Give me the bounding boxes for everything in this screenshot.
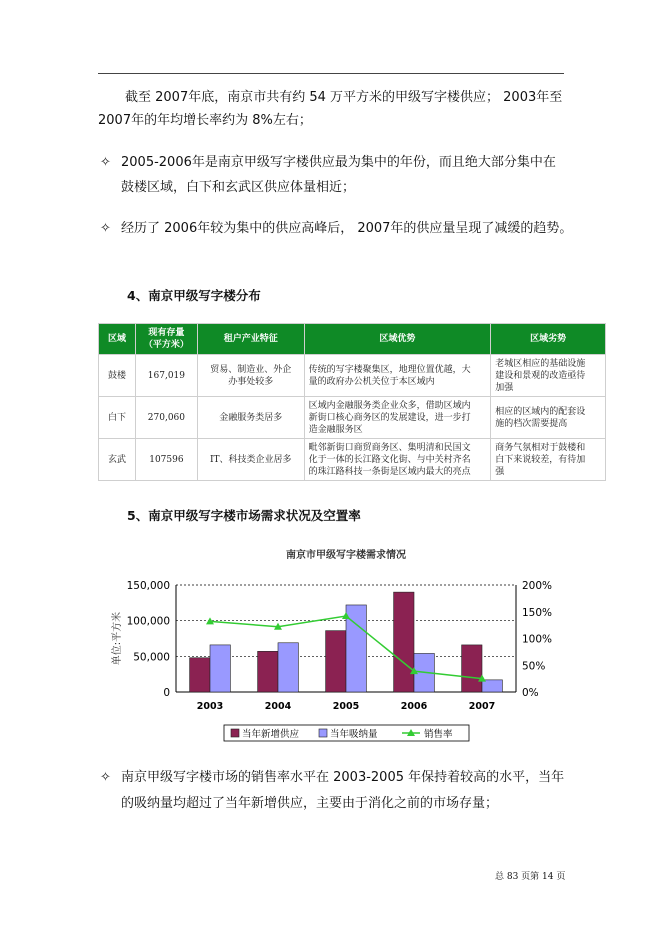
section-4-title: 4、南京甲级写字楼分布 (127, 288, 261, 303)
demand-chart (98, 545, 564, 745)
x-tick-label: 2006 (400, 701, 428, 712)
intro-line-1: 截至 2007年底，南京市共有约 54 万平方米的甲级写字楼供应； 2003年至 (125, 90, 563, 105)
bullet-icon: ✧ (100, 155, 111, 170)
table-cell: 毗邻新街口商贸商务区、集明清和民国文 化于一体的长江路文化街、与中关村齐名 的珠江路科技一条街是区域内最大的亮点 (304, 439, 491, 481)
x-tick-label: 2004 (264, 701, 292, 712)
bullet-icon: ✧ (100, 770, 111, 785)
y-tick-label: 100,000 (126, 615, 170, 628)
legend-label: 当年吸纳量 (330, 729, 378, 740)
y-tick-label: 0 (163, 687, 170, 699)
table-header-cell: 区域优势 (304, 324, 491, 355)
legend-label: 当年新增供应 (242, 729, 300, 740)
legend-label: 销售率 (424, 729, 453, 740)
legend-swatch (231, 729, 239, 737)
bar-new-supply (462, 645, 482, 692)
bullet-3-line-2: 的吸纳量均超过了当年新增供应，主要由于消化之前的市场存量； (121, 796, 499, 811)
intro-line-2: 2007年的年均增长率约为 8%左右； (98, 113, 312, 128)
y-axis-label: 单位:平方米 (112, 611, 123, 666)
bullet-1-line-2: 鼓楼区域，白下和玄武区供应体量相近； (121, 180, 356, 195)
bar-new-supply (326, 631, 346, 692)
x-tick-label: 2003 (196, 701, 224, 712)
table-row (99, 439, 606, 481)
bar-absorption (210, 645, 230, 692)
y2-tick-label: 50% (522, 660, 546, 673)
table-cell: 传统的写字楼聚集区，地理位置优越，大 量的政府办公机关位于本区域内 (304, 355, 491, 397)
bar-new-supply (394, 592, 414, 692)
y2-tick-label: 200% (522, 580, 553, 592)
table-cell: 167,019 (135, 355, 197, 397)
stock-header-line-1: 现有存量 (148, 328, 185, 338)
table-cell: 270,060 (135, 397, 197, 439)
y2-tick-label: 100% (522, 633, 553, 646)
table-cell: 商务气氛相对于鼓楼和 白下来说较差，有待加 强 (491, 439, 606, 481)
bar-new-supply (190, 658, 210, 692)
bar-absorption (482, 680, 502, 692)
section-5-title: 5、南京甲级写字楼市场需求状况及空置率 (127, 508, 361, 523)
table-header-row (99, 324, 606, 355)
table-cell: 玄武 (99, 439, 136, 481)
bar-absorption (278, 643, 298, 692)
y-tick-label: 150,000 (126, 580, 170, 592)
page-footer: 总 83 页第 14 页 (495, 872, 566, 882)
x-tick-label: 2005 (332, 701, 360, 712)
x-tick-label: 2007 (468, 701, 496, 712)
y2-tick-label: 150% (522, 606, 553, 619)
header-rule (98, 73, 564, 74)
table-header-cell: 区域劣势 (491, 324, 606, 355)
table-row (99, 397, 606, 439)
table-cell: 贸易、制造业、外企 办事处较多 (197, 355, 304, 397)
table-cell: IT、科技类企业居多 (197, 439, 304, 481)
table-header-cell (135, 324, 197, 355)
table-cell: 金融服务类居多 (197, 397, 304, 439)
stock-header-line-2: （平方米） (143, 340, 189, 350)
bullet-3-line-1: 南京甲级写字楼市场的销售率水平在 2003-2005 年保持着较高的水平，当年 (121, 770, 565, 785)
bullet-1-line-1: 2005-2006年是南京甲级写字楼供应最为集中的年份，而且绝大部分集中在 (121, 155, 556, 170)
y-tick-label: 50,000 (133, 651, 170, 664)
table-cell: 老城区相应的基础设施 建设和景观的改造亟待 加强 (491, 355, 606, 397)
legend-swatch (319, 729, 327, 737)
table-cell: 鼓楼 (99, 355, 136, 397)
office-distribution-table (98, 323, 606, 481)
table-header-cell: 区域 (99, 324, 136, 355)
table-cell: 107596 (135, 439, 197, 481)
bullet-2-line-1: 经历了 2006年较为集中的供应高峰后， 2007年的供应量呈现了减缓的趋势。 (121, 221, 573, 236)
table-cell: 区域内金融服务类企业众多，借助区域内 新街口核心商务区的发展建设，进一步打 造金融服务区 (304, 397, 491, 439)
table-row (99, 355, 606, 397)
y2-tick-label: 0% (522, 687, 539, 699)
table-header-cell: 租户产业特征 (197, 324, 304, 355)
table-cell: 白下 (99, 397, 136, 439)
bullet-icon: ✧ (100, 221, 111, 236)
bar-new-supply (258, 651, 278, 692)
table-cell: 相应的区域内的配套设 施的档次需要提高 (491, 397, 606, 439)
chart-title: 南京市甲级写字楼需求情况 (286, 550, 406, 561)
